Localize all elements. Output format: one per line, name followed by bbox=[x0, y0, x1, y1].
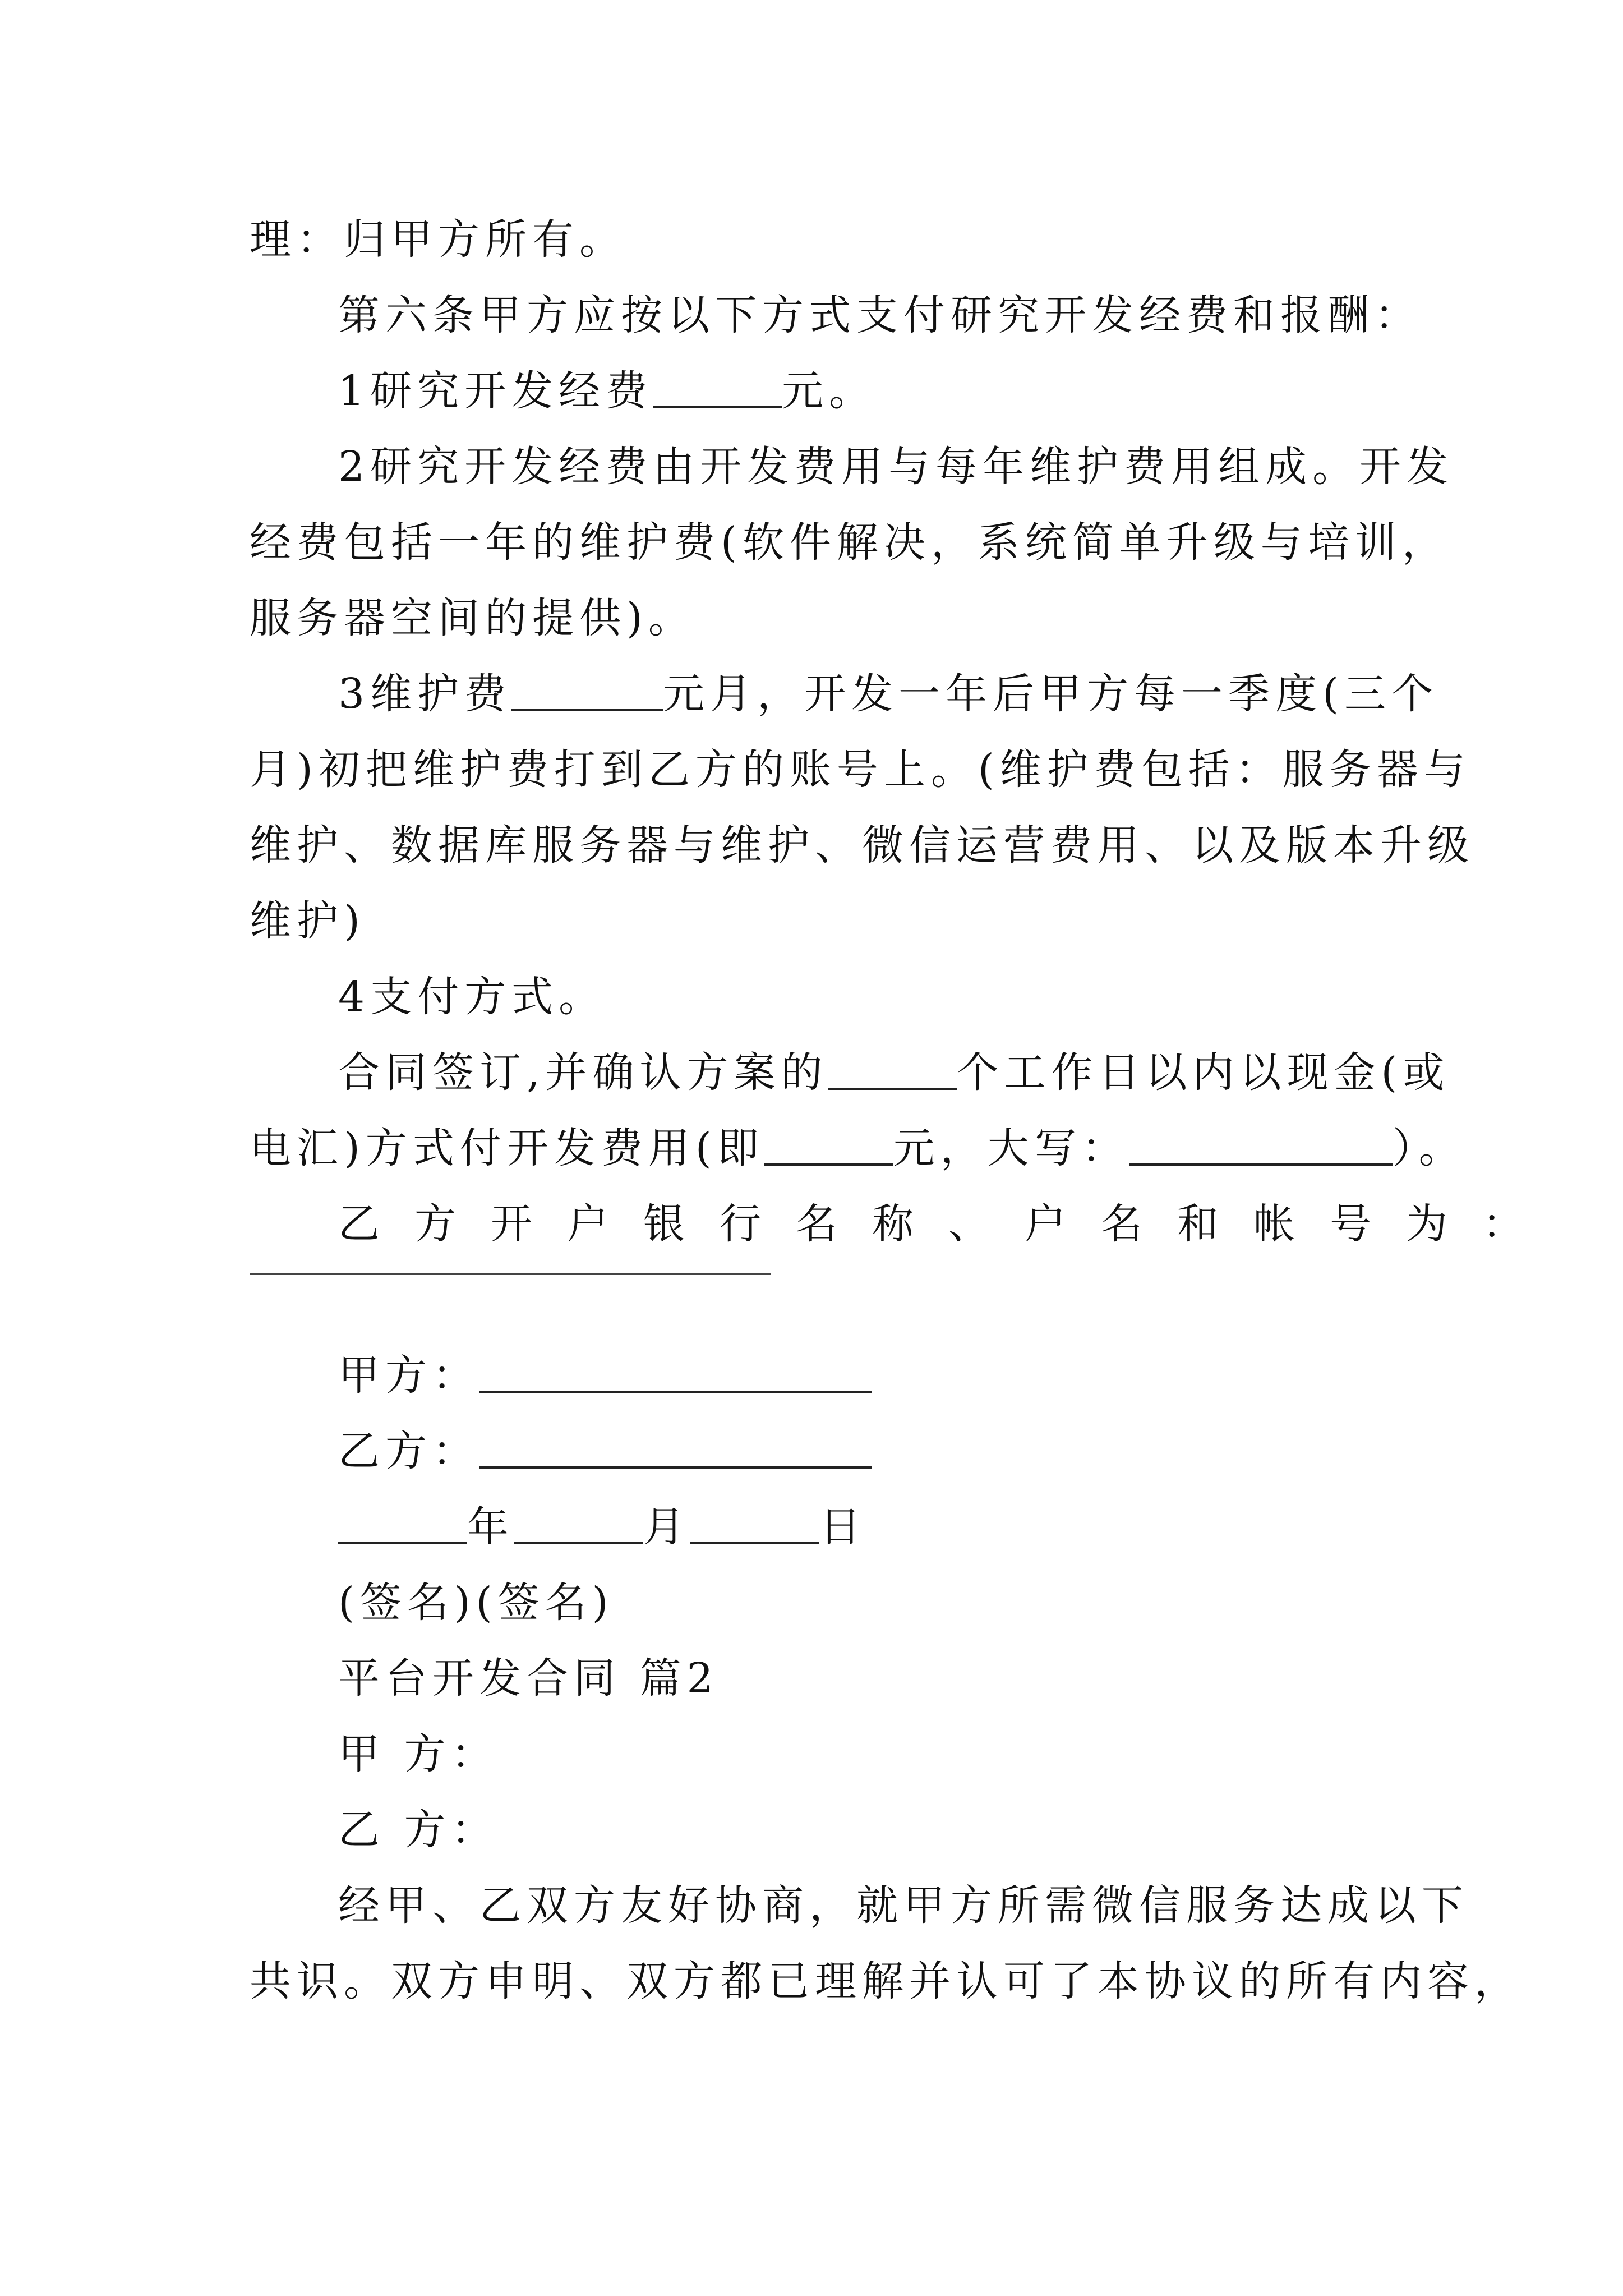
text-segment: 日 bbox=[819, 1503, 866, 1551]
bank-account-blank bbox=[250, 1262, 1382, 1338]
text-segment: 1研究开发经费 bbox=[338, 367, 653, 415]
text-line: 经甲、乙双方友好协商，就甲方所需微信服务达成以下 bbox=[338, 1881, 1469, 1930]
party-b-signature-line bbox=[250, 1414, 1382, 1489]
blank-field bbox=[764, 1122, 893, 1166]
text-segment: 年 bbox=[467, 1503, 514, 1551]
blank-field bbox=[828, 1046, 957, 1090]
blank-field bbox=[250, 1273, 771, 1275]
blank-field bbox=[511, 668, 663, 711]
article-six-heading: 第六条甲方应按以下方式支付研究开发经费和报酬： bbox=[338, 291, 1422, 339]
text-line: 理：归甲方所有。 bbox=[250, 215, 626, 264]
blank-field bbox=[690, 1501, 819, 1544]
section-title: 平台开发合同 篇2 bbox=[338, 1654, 719, 1703]
blank-field bbox=[479, 1349, 872, 1393]
text-line: 2研究开发经费由开发费用与每年维护费用组成。开发 bbox=[338, 443, 1454, 491]
blank-field bbox=[1129, 1122, 1393, 1166]
document-body bbox=[250, 202, 1559, 2019]
party-a-label: 甲 方： bbox=[338, 1730, 499, 1778]
text-segment: 乙方： bbox=[338, 1427, 479, 1475]
text-segment: 月 bbox=[643, 1503, 690, 1551]
text-segment: 电汇)方式付开发费用(即 bbox=[250, 1124, 764, 1172]
blank-field bbox=[338, 1501, 467, 1544]
blank-field bbox=[514, 1501, 643, 1544]
blank-field bbox=[479, 1425, 872, 1469]
text-segment: 元月，开发一年后甲方每一季度(三个 bbox=[663, 670, 1438, 718]
bank-account-line: 乙方开户银行名称、户名和帐号为： bbox=[338, 1200, 1559, 1248]
text-line: 经费包括一年的维护费(软件解决，系统简单升级与培训， bbox=[250, 518, 1449, 567]
text-line bbox=[250, 656, 1438, 732]
date-line bbox=[250, 1489, 1382, 1565]
blank-field bbox=[653, 365, 782, 408]
text-segment: 个工作日以内以现金(或 bbox=[957, 1048, 1450, 1097]
text-segment: 元，大写： bbox=[893, 1124, 1129, 1172]
text-line: 月)初把维护费打到乙方的账号上。(维护费包括：服务器与 bbox=[250, 746, 1471, 794]
text-segment: 合同签订,并确认方案的 bbox=[338, 1048, 828, 1097]
signature-note: (签名)(签名) bbox=[338, 1579, 614, 1627]
text-segment: 元。 bbox=[782, 367, 877, 415]
text-line: 共识。双方申明、双方都已理解并认可了本协议的所有内容， bbox=[250, 1957, 1521, 2005]
text-segment: ）。 bbox=[1392, 1124, 1466, 1172]
text-line: 维护) bbox=[250, 897, 366, 945]
party-b-label: 乙 方： bbox=[338, 1806, 499, 1854]
text-segment: 甲方： bbox=[338, 1351, 479, 1400]
text-line: 4支付方式。 bbox=[338, 973, 606, 1021]
text-segment: 3维护费 bbox=[338, 670, 512, 718]
text-line bbox=[250, 353, 1382, 429]
text-line bbox=[250, 1035, 1450, 1111]
party-a-signature-line bbox=[250, 1338, 1382, 1414]
text-line: 服务器空间的提供)。 bbox=[250, 594, 695, 642]
text-line bbox=[250, 1111, 1466, 1186]
text-line: 维护、数据库服务器与维护、微信运营费用、以及版本升级 bbox=[250, 821, 1474, 869]
